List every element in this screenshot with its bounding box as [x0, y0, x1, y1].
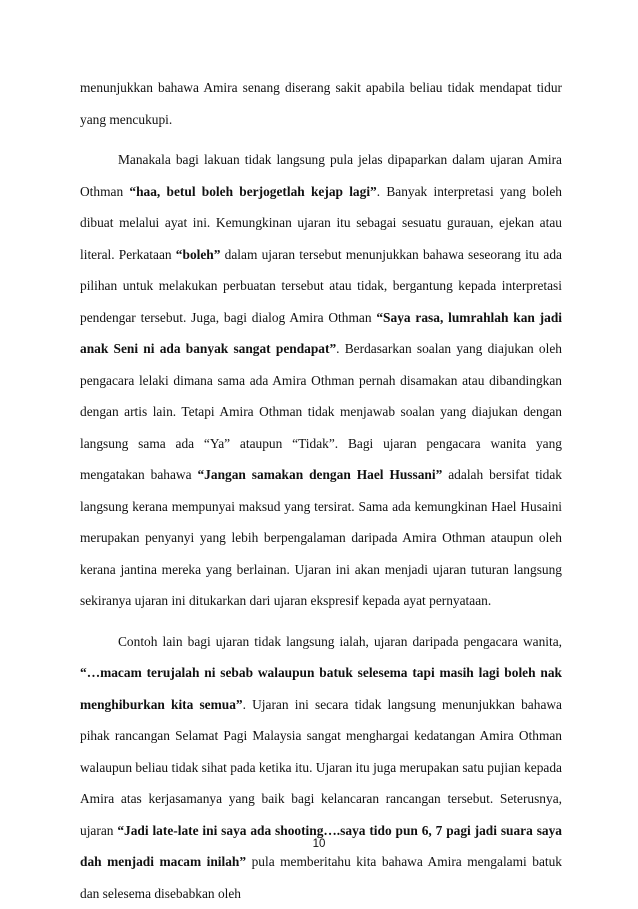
body-text: dalam ujaran tersebut menunjukkan bahawa seseorang itu ada pilihan untuk melakukan perbuatan tersebut atau tidak, bergantung kepada interpretasi pendengar tersebut. Juga, bagi dialog Amira Othman [80, 247, 562, 325]
paragraph-2 [80, 144, 562, 617]
quoted-utterance: “Jadi late-late ini saya ada shooting….saya tido pun 6, 7 pagi jadi suara saya dah menjadi macam inilah” [80, 823, 562, 870]
body-text: adalah bersifat tidak langsung kerana mempunyai maksud yang tersirat. Sama ada kemungkinan Hael Husaini merupakan penyanyi yang lebih berpengalaman daripada Amira Othman ataupun oleh kerana jantina mereka yang berlainan. Ujaran ini akan menjadi ujaran tuturan langsung sekiranya ujaran ini ditukarkan dari ujaran ekspresif kepada ayat pernyataan. [80, 467, 562, 608]
body-text: Contoh lain bagi ujaran tidak langsung ialah, ujaran daripada pengacara wanita, [118, 634, 562, 649]
body-text: . Berdasarkan soalan yang diajukan oleh pengacara lelaki dimana sama ada Amira Othman pernah disamakan atau dibandingkan dengan artis lain. Tetapi Amira Othman tidak menjawab soalan yang diajukan dengan langsung sama ada “Ya” ataupun “Tidak”. Bagi ujaran pengacara wanita yang mengatakan bahawa [80, 341, 562, 482]
quoted-utterance: “Saya rasa, lumrahlah kan jadi anak Seni ni ada banyak sangat pendapat” [80, 310, 562, 357]
quoted-utterance: “boleh” [176, 247, 221, 262]
page-number: 10 [0, 838, 638, 850]
paragraph-3 [80, 626, 562, 909]
paragraph-1 [80, 72, 562, 135]
quoted-utterance: “Jangan samakan dengan Hael Hussani” [197, 467, 442, 482]
document-body [80, 72, 562, 909]
body-text: . Ujaran ini secara tidak langsung menunjukkan bahawa pihak rancangan Selamat Pagi Malaysia sangat menghargai kedatangan Amira Othman walaupun beliau tidak sihat pada ketika itu. Ujaran itu juga merupakan satu pujian kepada Amira atas kerjasamanya yang baik bagi kelancaran rancangan tersebut. Seterusnya, ujaran [80, 697, 562, 838]
body-text: . Banyak interpretasi yang boleh dibuat melalui ayat ini. Kemungkinan ujaran itu sebagai sesuatu gurauan, ejekan atau literal. Perkataan [80, 184, 562, 262]
body-text: pula memberitahu kita bahawa Amira mengalami batuk dan selesema disebabkan oleh [80, 854, 562, 901]
quoted-utterance: “…macam terujalah ni sebab walaupun batuk selesema tapi masih lagi boleh nak menghiburkan kita semua” [80, 665, 562, 712]
quoted-utterance: “haa, betul boleh berjogetlah kejap lagi” [129, 184, 376, 199]
body-text: menunjukkan bahawa Amira senang diserang sakit apabila beliau tidak mendapat tidur yang mencukupi. [80, 80, 562, 127]
body-text: Manakala bagi lakuan tidak langsung pula jelas dipaparkan dalam ujaran Amira Othman [80, 152, 562, 199]
